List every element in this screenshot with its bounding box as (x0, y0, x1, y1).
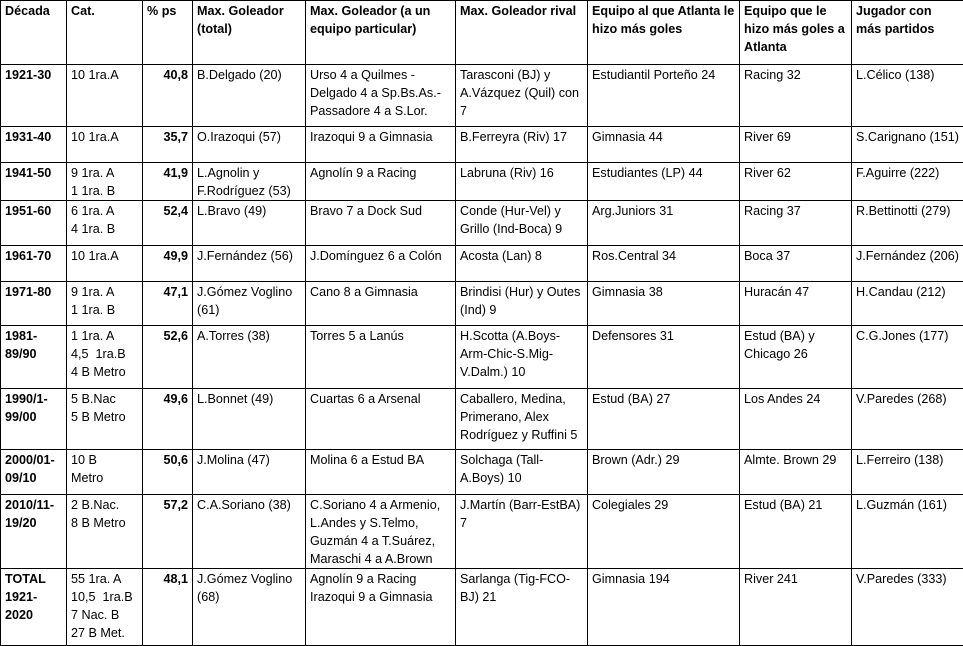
cell-goleador-total: J.Gómez Voglino (61) (193, 282, 306, 326)
table-row (1, 326, 963, 389)
cell-goleador-rival: Acosta (Lan) 8 (456, 246, 588, 282)
table-row (1, 569, 963, 646)
column-header-ps: % ps (143, 1, 193, 65)
cell-cat: 9 1ra. A 1 1ra. B (67, 163, 143, 201)
cell-goleador-total: L.Bonnet (49) (193, 389, 306, 450)
cell-equipo-mas-goles: Colegiales 29 (588, 495, 740, 569)
column-header-jugador-partidos: Jugador con más partidos (852, 1, 963, 65)
cell-jugador-partidos: V.Paredes (333) (852, 569, 963, 646)
cell-ps: 52,4 (143, 201, 193, 246)
cell-equipo-mas-goles: Ros.Central 34 (588, 246, 740, 282)
cell-goleador-equipo: Urso 4 a Quilmes - Delgado 4 a Sp.Bs.As.- Passadore 4 a S.Lor. (306, 65, 456, 127)
cell-equipo-mas-goles: Brown (Adr.) 29 (588, 450, 740, 495)
cell-equipo-mas-goles: Defensores 31 (588, 326, 740, 389)
cell-equipo-mas-goles: Gimnasia 38 (588, 282, 740, 326)
cell-decada: 1961-70 (1, 246, 67, 282)
cell-equipo-le-hizo: River 69 (740, 127, 852, 163)
cell-jugador-partidos: F.Aguirre (222) (852, 163, 963, 201)
cell-ps: 49,6 (143, 389, 193, 450)
cell-decada: TOTAL 1921- 2020 (1, 569, 67, 646)
cell-goleador-rival: Labruna (Riv) 16 (456, 163, 588, 201)
cell-cat: 10 1ra.A (67, 246, 143, 282)
cell-goleador-equipo: J.Domínguez 6 a Colón (306, 246, 456, 282)
cell-jugador-partidos: C.G.Jones (177) (852, 326, 963, 389)
table-row (1, 163, 963, 201)
cell-goleador-equipo: Cano 8 a Gimnasia (306, 282, 456, 326)
table-row (1, 246, 963, 282)
cell-cat: 55 1ra. A 10,5 1ra.B 7 Nac. B 27 B Met. (67, 569, 143, 646)
cell-goleador-equipo: C.Soriano 4 a Armenio, L.Andes y S.Telmo, Guzmán 4 a T.Suárez, Maraschi 4 a A.Brown (306, 495, 456, 569)
table-row (1, 127, 963, 163)
cell-goleador-rival: B.Ferreyra (Riv) 17 (456, 127, 588, 163)
table-row (1, 495, 963, 569)
cell-equipo-le-hizo: Racing 37 (740, 201, 852, 246)
cell-ps: 57,2 (143, 495, 193, 569)
cell-equipo-le-hizo: River 241 (740, 569, 852, 646)
cell-goleador-rival: Sarlanga (Tig-FCO-BJ) 21 (456, 569, 588, 646)
cell-cat: 1 1ra. A 4,5 1ra.B 4 B Metro (67, 326, 143, 389)
cell-goleador-rival: Solchaga (Tall-A.Boys) 10 (456, 450, 588, 495)
cell-goleador-equipo: Cuartas 6 a Arsenal (306, 389, 456, 450)
cell-equipo-mas-goles: Estud (BA) 27 (588, 389, 740, 450)
cell-equipo-le-hizo: Estud (BA) 21 (740, 495, 852, 569)
cell-equipo-mas-goles: Gimnasia 44 (588, 127, 740, 163)
table-row (1, 389, 963, 450)
cell-goleador-rival: H.Scotta (A.Boys-Arm-Chic-S.Mig-V.Dalm.) 10 (456, 326, 588, 389)
cell-goleador-rival: Tarasconi (BJ) y A.Vázquez (Quil) con 7 (456, 65, 588, 127)
table-row (1, 282, 963, 326)
cell-goleador-total: C.A.Soriano (38) (193, 495, 306, 569)
cell-ps: 35,7 (143, 127, 193, 163)
cell-cat: 10 1ra.A (67, 65, 143, 127)
cell-jugador-partidos: R.Bettinotti (279) (852, 201, 963, 246)
cell-goleador-total: J.Fernández (56) (193, 246, 306, 282)
cell-goleador-rival: Conde (Hur-Vel) y Grillo (Ind-Boca) 9 (456, 201, 588, 246)
cell-cat: 9 1ra. A 1 1ra. B (67, 282, 143, 326)
cell-decada: 1990/1-99/00 (1, 389, 67, 450)
cell-decada: 1981-89/90 (1, 326, 67, 389)
cell-jugador-partidos: L.Célico (138) (852, 65, 963, 127)
cell-cat: 10 B Metro (67, 450, 143, 495)
cell-goleador-equipo: Agnolín 9 a Racing (306, 163, 456, 201)
column-header-goleador-total: Max. Goleador (total) (193, 1, 306, 65)
cell-equipo-le-hizo: Almte. Brown 29 (740, 450, 852, 495)
cell-goleador-total: J.Gómez Voglino (68) (193, 569, 306, 646)
cell-goleador-rival: Brindisi (Hur) y Outes (Ind) 9 (456, 282, 588, 326)
cell-goleador-total: L.Agnolin y F.Rodríguez (53) (193, 163, 306, 201)
cell-ps: 40,8 (143, 65, 193, 127)
cell-decada: 1941-50 (1, 163, 67, 201)
cell-goleador-total: J.Molina (47) (193, 450, 306, 495)
cell-jugador-partidos: H.Candau (212) (852, 282, 963, 326)
cell-equipo-le-hizo: River 62 (740, 163, 852, 201)
cell-ps: 47,1 (143, 282, 193, 326)
cell-decada: 1951-60 (1, 201, 67, 246)
column-header-equipo-mas-goles: Equipo al que Atlanta le hizo más goles (588, 1, 740, 65)
cell-goleador-total: L.Bravo (49) (193, 201, 306, 246)
column-header-cat: Cat. (67, 1, 143, 65)
cell-ps: 41,9 (143, 163, 193, 201)
cell-equipo-mas-goles: Estudiantes (LP) 44 (588, 163, 740, 201)
column-header-goleador-rival: Max. Goleador rival (456, 1, 588, 65)
cell-goleador-total: A.Torres (38) (193, 326, 306, 389)
cell-equipo-le-hizo: Estud (BA) y Chicago 26 (740, 326, 852, 389)
header-row (1, 1, 963, 65)
cell-decada: 1971-80 (1, 282, 67, 326)
cell-cat: 2 B.Nac. 8 B Metro (67, 495, 143, 569)
cell-equipo-le-hizo: Los Andes 24 (740, 389, 852, 450)
cell-ps: 49,9 (143, 246, 193, 282)
cell-decada: 2010/11-19/20 (1, 495, 67, 569)
cell-cat: 5 B.Nac 5 B Metro (67, 389, 143, 450)
cell-equipo-le-hizo: Boca 37 (740, 246, 852, 282)
cell-goleador-rival: Caballero, Medina, Primerano, Alex Rodríguez y Ruffini 5 (456, 389, 588, 450)
cell-goleador-equipo: Agnolín 9 a Racing Irazoqui 9 a Gimnasia (306, 569, 456, 646)
cell-jugador-partidos: J.Fernández (206) (852, 246, 963, 282)
cell-jugador-partidos: L.Guzmán (161) (852, 495, 963, 569)
cell-ps: 48,1 (143, 569, 193, 646)
cell-cat: 6 1ra. A 4 1ra. B (67, 201, 143, 246)
column-header-equipo-le-hizo: Equipo que le hizo más goles a Atlanta (740, 1, 852, 65)
cell-jugador-partidos: L.Ferreiro (138) (852, 450, 963, 495)
cell-decada: 2000/01-09/10 (1, 450, 67, 495)
column-header-goleador-equipo: Max. Goleador (a un equipo particular) (306, 1, 456, 65)
cell-jugador-partidos: S.Carignano (151) (852, 127, 963, 163)
cell-equipo-le-hizo: Racing 32 (740, 65, 852, 127)
cell-goleador-total: O.Irazoqui (57) (193, 127, 306, 163)
cell-ps: 50,6 (143, 450, 193, 495)
table-row (1, 201, 963, 246)
cell-equipo-mas-goles: Gimnasia 194 (588, 569, 740, 646)
cell-goleador-rival: J.Martín (Barr-EstBA) 7 (456, 495, 588, 569)
cell-goleador-total: B.Delgado (20) (193, 65, 306, 127)
cell-goleador-equipo: Irazoqui 9 a Gimnasia (306, 127, 456, 163)
table-row (1, 450, 963, 495)
cell-jugador-partidos: V.Paredes (268) (852, 389, 963, 450)
table-row (1, 65, 963, 127)
cell-goleador-equipo: Molina 6 a Estud BA (306, 450, 456, 495)
cell-equipo-mas-goles: Estudiantil Porteño 24 (588, 65, 740, 127)
cell-equipo-le-hizo: Huracán 47 (740, 282, 852, 326)
cell-decada: 1931-40 (1, 127, 67, 163)
cell-decada: 1921-30 (1, 65, 67, 127)
cell-goleador-equipo: Torres 5 a Lanús (306, 326, 456, 389)
cell-ps: 52,6 (143, 326, 193, 389)
cell-goleador-equipo: Bravo 7 a Dock Sud (306, 201, 456, 246)
cell-equipo-mas-goles: Arg.Juniors 31 (588, 201, 740, 246)
column-header-decada: Década (1, 1, 67, 65)
cell-cat: 10 1ra.A (67, 127, 143, 163)
